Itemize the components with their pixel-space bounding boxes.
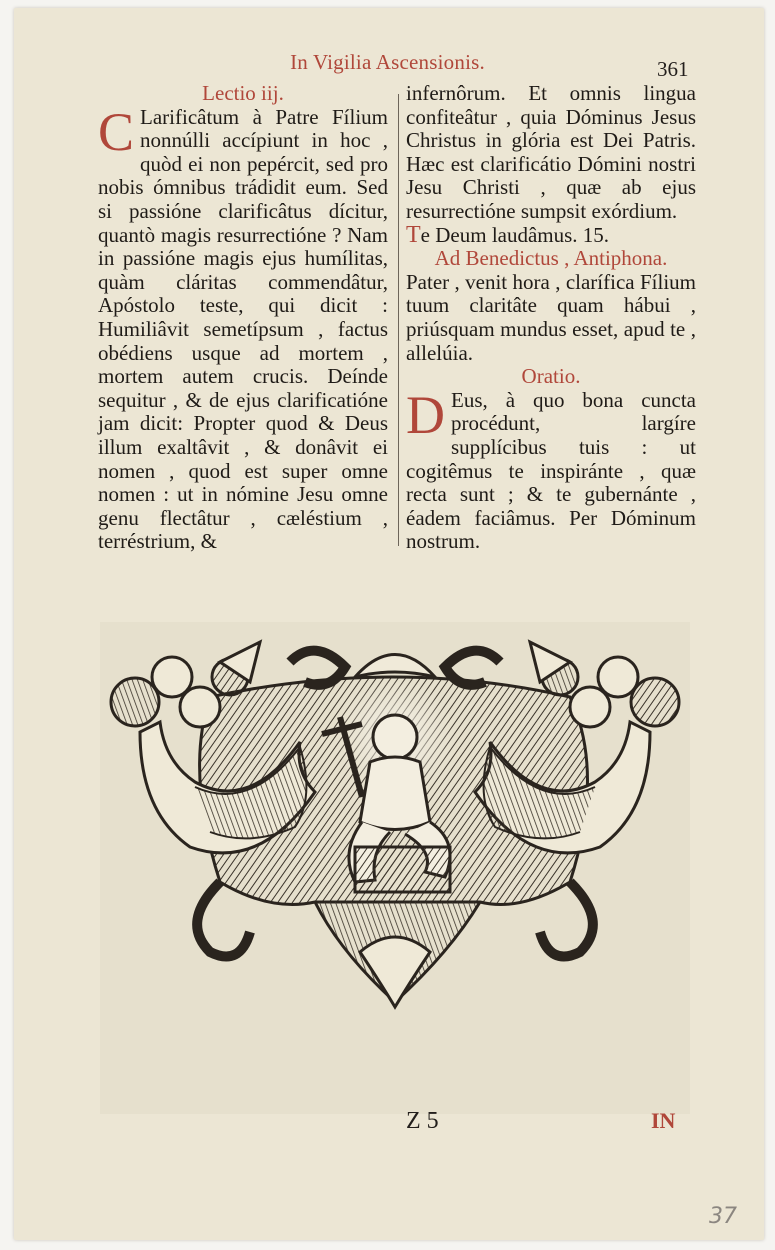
signature-mark: Z 5 xyxy=(406,1108,439,1134)
antiphon-text: Pater , venit hora , clarífica Fílium tuum claritâte quam hábui , priúsquam mundus esset, apud te , allelúia. xyxy=(406,269,696,365)
te-deum-text: e Deum laudâmus. 15. xyxy=(420,222,610,247)
right-column xyxy=(406,82,696,554)
lectio-heading: Lectio iij. xyxy=(202,81,284,105)
antiphon-heading: Ad Benedictus , Antiphona. xyxy=(434,246,668,271)
lectio-body xyxy=(98,101,388,554)
oratio-body xyxy=(406,384,696,554)
pencil-annotation: 37 xyxy=(709,1204,737,1229)
woodcut-ornament-image xyxy=(100,622,690,1114)
lectio-continuation: infernôrum. Et omnis lingua confiteâtur , quia Dóminus Jesus Christus in glória est Dei Patris. Hæc est clarificátio Dómini nostri Jesu Christi , quæ ab ejus resurrectióne sumpsit exórdium. xyxy=(406,81,696,223)
oratio-text: Eus, à quo bona cuncta procédunt, largíre supplícibus tuis : ut cogitêmus te inspiránte , quæ recta sunt ; & te gubernánte , éadem faciâmus. Per Dóminum nostrum. xyxy=(406,387,696,554)
page-number: 361 xyxy=(657,57,689,81)
te-deum-line xyxy=(406,221,696,248)
catchword: IN xyxy=(651,1108,676,1133)
te-deum-initial: T xyxy=(406,221,421,248)
woodcut-plate xyxy=(100,622,690,1114)
running-title: In Vigilia Ascensionis. xyxy=(290,50,485,74)
oratio-heading: Oratio. xyxy=(521,364,581,389)
dropcap-c: C xyxy=(98,101,135,162)
left-column xyxy=(98,82,388,554)
column-divider xyxy=(398,94,399,546)
dropcap-d: D xyxy=(406,384,445,445)
lectio-text: Larificâtum à Patre Fílium nonnúlli accípiunt in hoc , quòd ei non pepércit, sed pro nobis ómnibus trádidit eum. Sed si passióne clarificâtus dícitur, quantò magis resurrectióne ? Nam in passióne magis ejus humílitas, quàm cláritas commendâtur, Apóstolo teste, qui dicit : Humiliâvit semetípsum , factus obédiens usque ad mortem , mortem autem crucis. Deínde sequitur , & de ejus clarificatióne jam dicit: Propter quod & Deus illum exaltâvit , & donâvit ei nomen , quod est super omne nomen : ut in nómine Jesu omne genu flectâtur , cæléstium , terréstrium, & xyxy=(98,104,388,554)
